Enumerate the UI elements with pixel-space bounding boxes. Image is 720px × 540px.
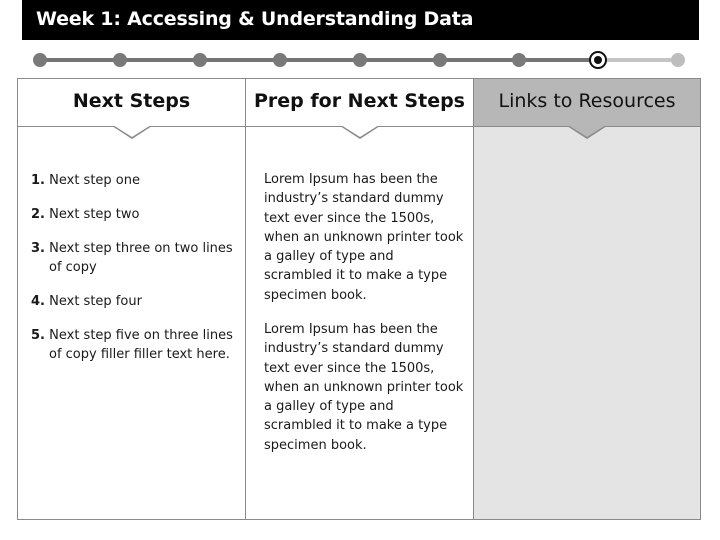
progress-tracker: [0, 48, 720, 72]
progress-track-remaining: [598, 58, 678, 62]
tab-prep-for-next-steps[interactable]: [246, 79, 473, 127]
tab-links-label: Links to Resources: [498, 90, 676, 112]
prep-paragraph: Lorem Ipsum has been the industry’s standard dummy text ever since the 1500s, when an unknown printer took a galley of type and scrambled it to make a type specimen book.: [264, 172, 464, 303]
prep-column: [246, 79, 474, 519]
list-item: 3. Next step three on two lines of copy: [31, 241, 233, 275]
progress-step-7[interactable]: [512, 53, 526, 67]
progress-step-8-current[interactable]: [589, 51, 607, 69]
tab-pointer: [567, 126, 607, 139]
progress-step-5[interactable]: [353, 53, 367, 67]
list-item: 1. Next step one: [31, 173, 140, 188]
next-steps-column: [18, 79, 246, 519]
progress-step-1[interactable]: [33, 53, 47, 67]
prep-paragraph: Lorem Ipsum has been the industry’s standard dummy text ever since the 1500s, when an unknown printer took a galley of type and scrambled it to make a type specimen book.: [264, 322, 464, 453]
content-panel: [17, 78, 701, 520]
active-tab-pointer: [112, 126, 152, 139]
progress-step-9[interactable]: [671, 53, 685, 67]
progress-step-3[interactable]: [193, 53, 207, 67]
page-title: Week 1: Accessing & Understanding Data: [36, 8, 474, 30]
list-item: 5. Next step five on three lines of copy filler filler text here.: [31, 328, 233, 362]
tab-links-to-resources[interactable]: [474, 79, 700, 127]
list-item: 4. Next step four: [31, 294, 142, 309]
tab-pointer: [340, 126, 380, 139]
tab-next-steps[interactable]: [18, 79, 245, 127]
links-column: [474, 79, 700, 519]
progress-step-4[interactable]: [273, 53, 287, 67]
list-item: 2. Next step two: [31, 207, 140, 222]
next-steps-list: [31, 171, 236, 379]
progress-step-6[interactable]: [433, 53, 447, 67]
page-title-bar: [22, 0, 699, 40]
tab-next-steps-label: Next Steps: [72, 90, 191, 112]
progress-step-2[interactable]: [113, 53, 127, 67]
tab-prep-label: Prep for Next Steps: [253, 90, 465, 112]
